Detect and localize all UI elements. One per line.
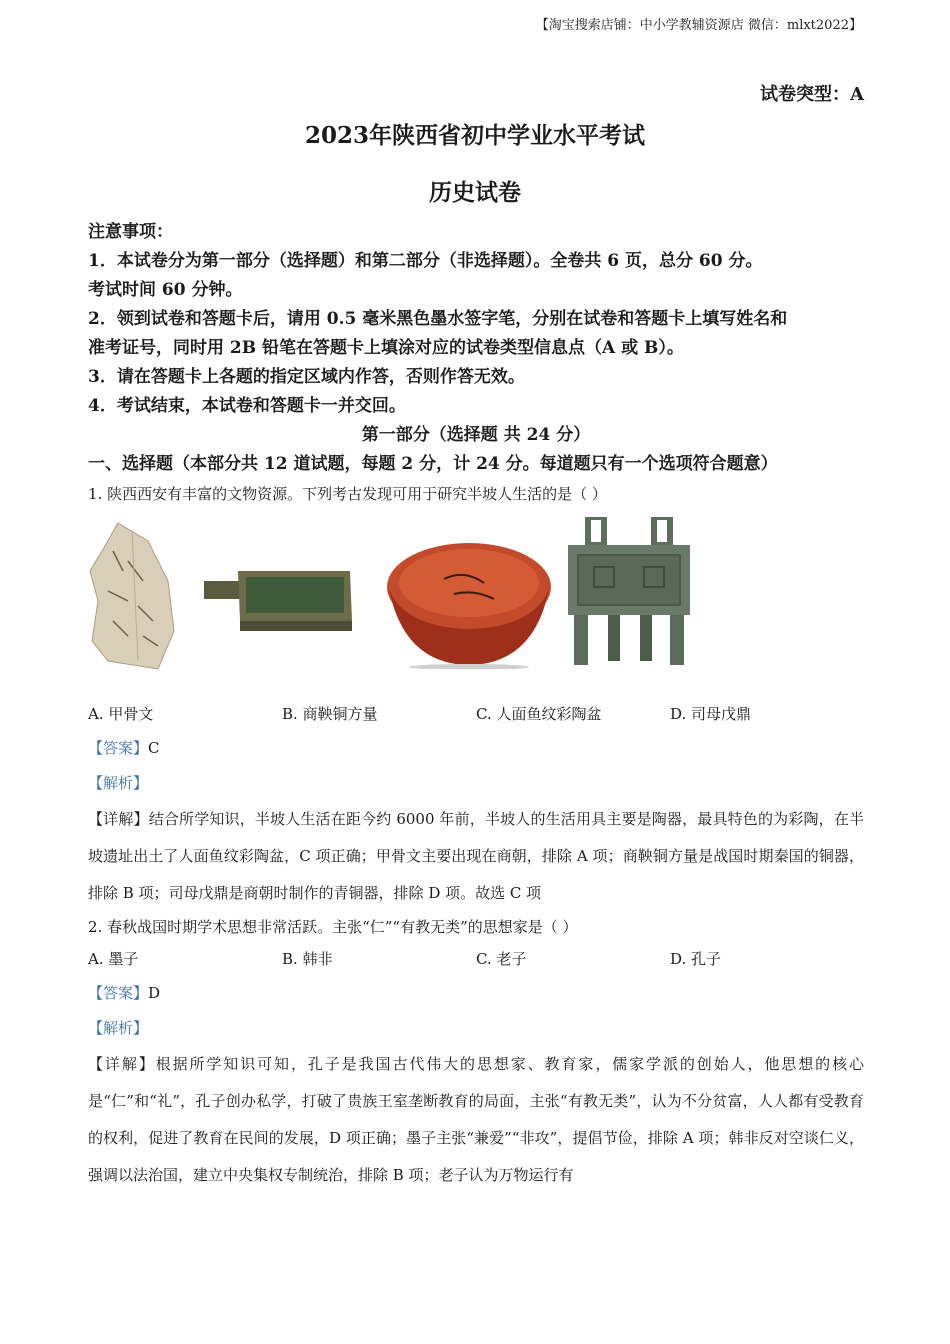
answer-value: C	[148, 739, 160, 757]
section1-title: 一、选择题（本部分共 12 道试题，每题 2 分，计 24 分。每道题只有一个选项符合题意）	[88, 454, 778, 474]
analysis-line	[88, 1011, 864, 1046]
detail-text: 结合所学知识，半坡人生活在距今约 6000 年前，半坡人的生活用具主要是陶器，最具特色的为彩陶，在半坡遗址出土了人面鱼纹彩陶盆，C 项正确；甲骨文主要出现在商朝，排除 A 项；商鞅铜方量是战国时期秦国的铜器，排除 B 项；司母戊鼎是商朝时制作的青铜器，排除 D 项。故选 C 项	[88, 810, 864, 902]
detail-paragraph	[88, 801, 864, 912]
notice-line: 准考证号，同时用 2B 铅笔在答题卡上填涂对应的试卷类型信息点（A 或 B）。	[88, 338, 684, 358]
part1-title: 第一部分（选择题 共 24 分）	[361, 425, 591, 445]
exam-title: 2023年陕西省初中学业水平考试	[304, 122, 645, 149]
bronze-measure-image	[204, 567, 354, 637]
shop-note: 【淘宝搜索店铺：中小学教辅资源店 微信：mlxt2022】	[535, 18, 862, 33]
analysis-tag: 【解析】	[88, 774, 149, 792]
notice-line: 考试时间 60 分钟。	[88, 280, 243, 300]
exam-subtitle: 历史试卷	[429, 179, 521, 206]
detail-tag: 【详解】	[88, 1055, 156, 1073]
notice-heading: 注意事项：	[88, 222, 173, 242]
detail-text: 根据所学知识可知，孔子是我国古代伟大的思想家、教育家，儒家学派的创始人，他思想的核心是“仁”和“礼”，孔子创办私学，打破了贵族王室垄断教育的局面，主张“有教无类”，认为不分贫富，人人都有受教育的权利，促进了教育在民间的发展，D 项正确；墨子主张“兼爱”“非攻”，提倡节俭，排除 A 项；韩非反对空谈仁义，强调以法治国，建立中央集权专制统治，排除 B 项；老子认为万物运行有	[88, 1055, 864, 1184]
option-b: B. 商鞅铜方量	[282, 705, 378, 723]
question1-images	[88, 517, 864, 689]
answer-value: D	[148, 984, 161, 1002]
question-stem: 2. 春秋战国时期学术思想非常活跃。主张“仁”“有教无类”的思想家是（ ）	[88, 918, 578, 936]
pottery-basin-image	[384, 539, 554, 669]
option-a: A. 墨子	[88, 950, 139, 968]
answer-tag: 【答案】	[88, 739, 149, 757]
notice-line: 4．考试结束，本试卷和答题卡一并交回。	[88, 396, 406, 416]
analysis-line	[88, 766, 864, 801]
detail-tag: 【详解】	[88, 810, 149, 828]
option-c: C. 人面鱼纹彩陶盆	[476, 705, 602, 723]
exam-content	[88, 218, 864, 1194]
bronze-ding-image	[564, 517, 694, 669]
answer-tag: 【答案】	[88, 984, 149, 1002]
paper-type-label: 试卷突型：A	[760, 84, 864, 105]
question1-options	[88, 697, 864, 731]
option-d: D. 司母戊鼎	[670, 705, 752, 723]
question2-options	[88, 942, 864, 976]
option-d: D. 孔子	[670, 950, 722, 968]
detail-paragraph	[88, 1046, 864, 1194]
analysis-tag: 【解析】	[88, 1019, 149, 1037]
notice-line: 1．本试卷分为第一部分（选择题）和第二部分（非选择题）。全卷共 6 页，总分 60 分。	[88, 251, 763, 271]
answer-line	[88, 976, 864, 1011]
option-a: A. 甲骨文	[88, 705, 154, 723]
notice-line: 3．请在答题卡上各题的指定区域内作答，否则作答无效。	[88, 367, 525, 387]
oracle-bone-image	[88, 521, 176, 671]
question-stem: 1. 陕西西安有丰富的文物资源。下列考古发现可用于研究半坡人生活的是（ ）	[88, 485, 607, 503]
option-b: B. 韩非	[282, 950, 333, 968]
answer-line	[88, 731, 864, 766]
notice-line: 2．领到试卷和答题卡后，请用 0.5 毫米黑色墨水签字笔，分别在试卷和答题卡上填写姓名和	[88, 309, 788, 329]
option-c: C. 老子	[476, 950, 527, 968]
